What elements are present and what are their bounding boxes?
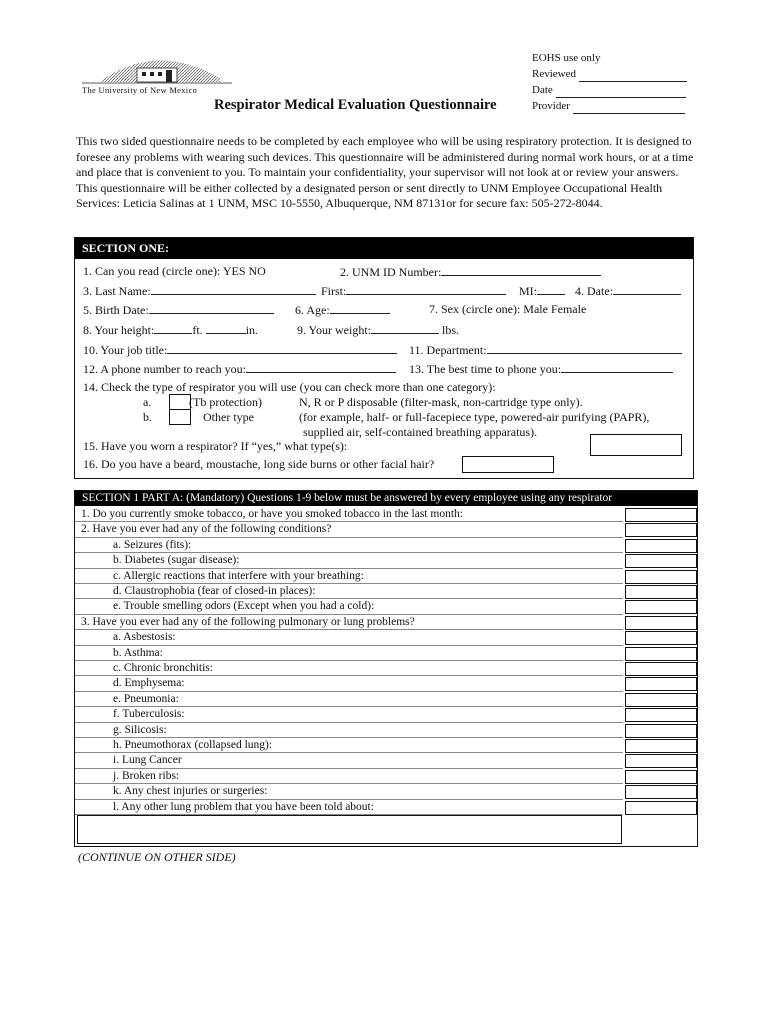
q2-field[interactable] <box>441 264 601 276</box>
q11-dept <box>409 342 682 358</box>
q9-weight <box>297 322 459 338</box>
q14b-type: Other type <box>203 410 254 424</box>
q2-unm-id <box>340 264 601 280</box>
answer-box[interactable] <box>625 708 697 722</box>
answer-box[interactable] <box>625 508 697 522</box>
answer-box[interactable] <box>625 724 697 738</box>
q6-field[interactable] <box>330 302 390 314</box>
q10-field[interactable] <box>167 342 397 354</box>
question-row: h. Pneumothorax (collapsed lung): <box>75 738 623 753</box>
question-row: 3. Have you ever had any of the following pulmonary or lung problems? <box>75 615 623 630</box>
q8-ft-label: ft. <box>192 323 203 337</box>
answer-box[interactable] <box>625 570 697 584</box>
question-row: b. Asthma: <box>75 646 623 661</box>
eohs-title: EOHS use only <box>532 52 601 64</box>
page-title: Respirator Medical Evaluation Questionnaire <box>214 97 497 113</box>
q14a-label: a. <box>143 395 152 409</box>
q14b <box>143 410 152 425</box>
q9-unit: lbs. <box>442 323 460 337</box>
eohs-reviewed-label: Reviewed <box>532 68 576 80</box>
q4-label: 4. Date: <box>575 284 613 298</box>
question-row: g. Silicosis: <box>75 723 623 738</box>
q6-label: 6. Age: <box>295 303 330 317</box>
q12-label: 12. A phone number to reach you: <box>83 362 246 376</box>
q14a-type: (Tb protection) <box>189 395 262 409</box>
question-row: k. Any chest injuries or surgeries: <box>75 784 623 799</box>
q14b-desc2: supplied air, self-contained breathing apparatus). <box>303 425 538 439</box>
q3-first <box>321 283 506 299</box>
question-row: c. Allergic reactions that interfere with your breathing: <box>75 569 623 584</box>
answer-box[interactable] <box>625 693 697 707</box>
q3-last-label: 3. Last Name: <box>83 284 151 298</box>
q12-phone <box>83 361 396 377</box>
question-row: l. Any other lung problem that you have been told about: <box>75 800 623 815</box>
q14b-desc1: (for example, half- or full-facepiece type, powered-air purifying (PAPR), <box>299 410 650 424</box>
question-row: b. Diabetes (sugar disease): <box>75 553 623 568</box>
q3-mi-field[interactable] <box>537 283 565 295</box>
q9-label: 9. Your weight: <box>297 323 372 337</box>
question-row: f. Tuberculosis: <box>75 707 623 722</box>
answer-box[interactable] <box>625 785 697 799</box>
eohs-date-field[interactable] <box>556 85 686 98</box>
q12-field[interactable] <box>246 361 396 373</box>
q5-label: 5. Birth Date: <box>83 303 149 317</box>
answer-box[interactable] <box>625 739 697 753</box>
q13-time <box>409 361 673 377</box>
q4-date <box>575 283 681 299</box>
question-row: e. Trouble smelling odors (Except when you had a cold): <box>75 599 623 614</box>
q15-respirator: 15. Have you worn a respirator? If “yes,” what type(s): <box>83 439 348 453</box>
answer-box[interactable] <box>625 523 697 537</box>
eohs-reviewed-field[interactable] <box>579 69 687 82</box>
q10-job <box>83 342 397 358</box>
question-row: d. Emphysema: <box>75 676 623 691</box>
q9-field[interactable] <box>371 322 439 334</box>
answer-box[interactable] <box>625 754 697 768</box>
q10-label: 10. Your job title: <box>83 343 168 357</box>
eohs-provider-field[interactable] <box>573 101 685 114</box>
q14-type: 14. Check the type of respirator you will use (you can check more than one category): <box>83 380 496 394</box>
q16-answer-box[interactable] <box>462 456 554 473</box>
q8-in-label: in. <box>245 323 259 337</box>
q14a <box>143 395 151 410</box>
q6-age <box>295 302 390 318</box>
q14b-checkbox[interactable] <box>169 409 191 425</box>
q1-read[interactable]: 1. Can you read (circle one): YES NO <box>83 264 266 278</box>
q11-label: 11. Department: <box>409 343 487 357</box>
section-one-header: SECTION ONE: <box>75 238 693 259</box>
section-one-part-a <box>74 490 698 847</box>
continue-note: (CONTINUE ON OTHER SIDE) <box>78 850 236 864</box>
q3-mi-label: MI: <box>519 284 537 298</box>
q11-field[interactable] <box>487 342 682 354</box>
q13-label: 13. The best time to phone you: <box>409 362 562 376</box>
answer-box[interactable] <box>625 585 697 599</box>
answer-box[interactable] <box>625 662 697 676</box>
q8-height <box>83 322 258 338</box>
q16-facial-hair: 16. Do you have a beard, moustache, long side burns or other facial hair? <box>83 457 435 471</box>
question-row: 2. Have you ever had any of the following conditions? <box>75 522 623 537</box>
answer-box[interactable] <box>625 600 697 614</box>
answer-box[interactable] <box>625 677 697 691</box>
other-lung-problem-field[interactable] <box>77 815 622 844</box>
q14a-desc: N, R or P disposable (filter-mask, non-cartridge type only). <box>299 395 583 409</box>
q5-field[interactable] <box>149 302 274 314</box>
q8-in-field[interactable] <box>206 322 246 334</box>
q14a-checkbox[interactable] <box>169 394 191 410</box>
q7-sex[interactable]: 7. Sex (circle one): Male Female <box>429 302 587 316</box>
question-row: e. Pneumonia: <box>75 692 623 707</box>
question-row: i. Lung Cancer <box>75 753 623 768</box>
question-row: a. Seizures (fits): <box>75 538 623 553</box>
question-row: c. Chronic bronchitis: <box>75 661 623 676</box>
answer-box[interactable] <box>625 554 697 568</box>
q5-birth <box>83 302 274 318</box>
answer-box[interactable] <box>625 539 697 553</box>
q8-ft-field[interactable] <box>154 322 192 334</box>
q3-last-field[interactable] <box>151 283 316 295</box>
q13-field[interactable] <box>561 361 673 373</box>
q15-answer-box[interactable] <box>590 434 682 456</box>
q8-label: 8. Your height: <box>83 323 155 337</box>
q4-field[interactable] <box>613 283 681 295</box>
q3-name <box>83 283 316 299</box>
q3-first-label: First: <box>321 284 347 298</box>
answer-box[interactable] <box>625 647 697 661</box>
answer-box[interactable] <box>625 616 697 630</box>
eohs-box <box>532 50 687 114</box>
part-a-header: SECTION 1 PART A: (Mandatory) Questions 1-9 below must be answered by every employee using any respirator <box>75 491 697 506</box>
eohs-provider-label: Provider <box>532 100 570 112</box>
unm-name: The University of New Mexico <box>82 85 198 95</box>
question-row: j. Broken ribs: <box>75 769 623 784</box>
answer-box[interactable] <box>625 770 697 784</box>
section-one <box>74 237 694 479</box>
question-row: a. Asbestosis: <box>75 630 623 645</box>
answer-box[interactable] <box>625 801 697 815</box>
question-row: d. Claustrophobia (fear of closed-in places): <box>75 584 623 599</box>
q2-label: 2. UNM ID Number: <box>340 265 442 279</box>
eohs-date-label: Date <box>532 84 553 96</box>
q3-mi <box>519 283 565 299</box>
answer-box[interactable] <box>625 631 697 645</box>
intro-paragraph: This two sided questionnaire needs to be completed by each employee who will be using respiratory protection. It is designed to foresee any problems with wearing such devices. This questionnaire will be administered during normal work hours, or at a time and place that is convenient to you. To maintain your confidentiality, your supervisor will not look at or review your answers. This questionnaire will be either collected by a designated person or sent directly to UNM Employee Occupational Health Services: Leticia Salinas at 1 UNM, MSC 10-5550, Albuquerque, NM 87131or for secure fax: 505-272-8044. <box>76 134 694 210</box>
q14b-label: b. <box>143 410 152 424</box>
q3-first-field[interactable] <box>346 283 506 295</box>
question-row: 1. Do you currently smoke tobacco, or have you smoked tobacco in the last month: <box>75 507 623 522</box>
